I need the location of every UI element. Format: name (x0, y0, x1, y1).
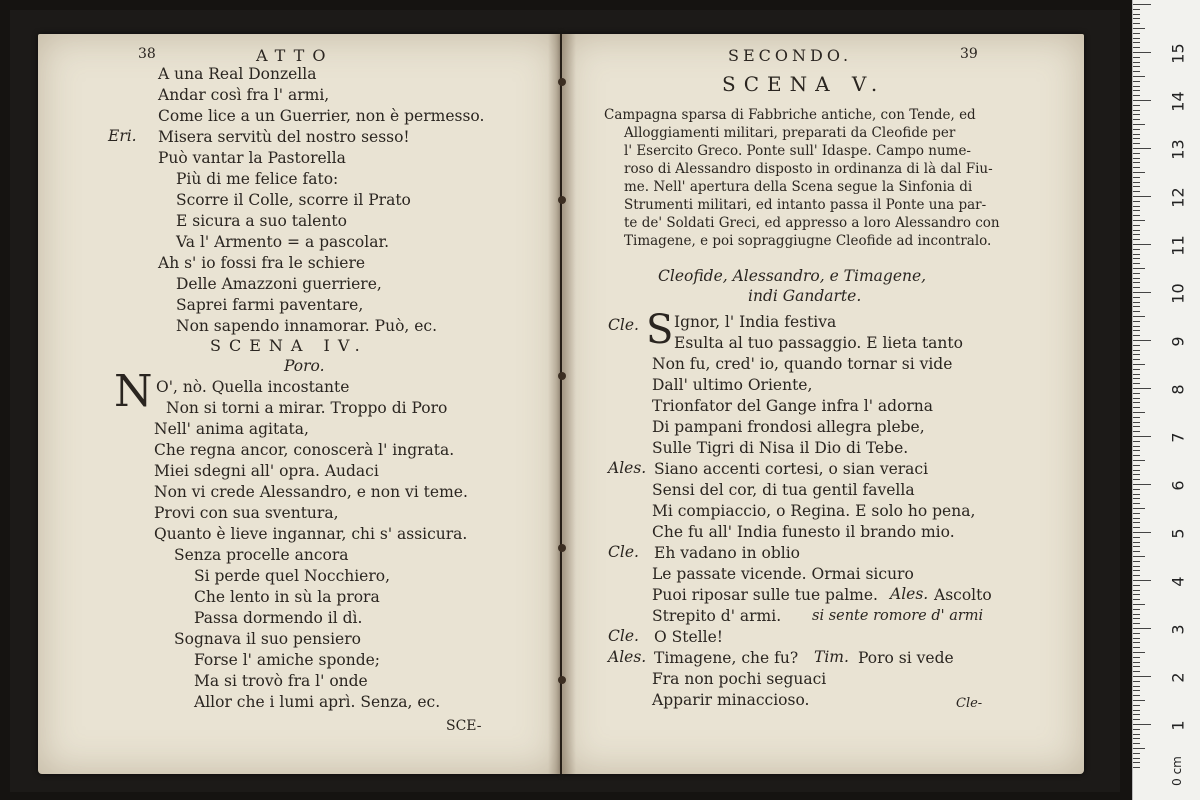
measuring-ruler (1132, 0, 1200, 800)
ruler-tick (1133, 662, 1140, 663)
verse-line: Esulta al tuo passaggio. E lieta tanto (674, 334, 963, 352)
ruler-tick (1133, 623, 1140, 624)
verse-line: Di pampani frondosi allegra plebe, (652, 418, 925, 436)
verse-line: Sulle Tigri di Nisa il Dio di Tebe. (652, 439, 909, 457)
verse-line: Quanto è lieve ingannar, chi s' assicura. (154, 525, 468, 543)
verse-line: Fra non pochi seguaci (652, 670, 827, 688)
left-page (38, 34, 560, 774)
ruler-tick (1133, 287, 1140, 288)
ruler-tick (1133, 14, 1140, 15)
ruler-tick (1133, 676, 1151, 677)
catchword: SCE- (446, 718, 482, 734)
ruler-tick (1133, 556, 1145, 557)
verse-line: Più di me felice fato: (176, 170, 339, 188)
ruler-label: 10 (1168, 283, 1188, 304)
ruler-tick (1133, 273, 1140, 274)
ruler-tick (1133, 153, 1140, 154)
verse-line: Sognava il suo pensiero (174, 630, 361, 648)
ruler-tick (1133, 762, 1140, 763)
ruler-tick (1133, 4, 1151, 5)
ruler-tick (1133, 143, 1140, 144)
ruler-tick (1133, 734, 1140, 735)
ruler-tick (1133, 28, 1145, 29)
verse-line: A una Real Donzella (158, 65, 317, 83)
verse-line: Non vi crede Alessandro, e non vi teme. (154, 483, 468, 501)
ruler-tick (1133, 210, 1140, 211)
ruler-tick (1133, 374, 1140, 375)
verse-line: Ah s' io fossi fra le schiere (158, 254, 366, 272)
verse-line: Saprei farmi paventare, (176, 296, 364, 314)
verse-line: Allor che i lumi aprì. Senza, ec. (194, 693, 441, 711)
ruler-tick (1133, 186, 1140, 187)
setting-line: l' Esercito Greco. Ponte sull' Idaspe. Campo nume- (624, 143, 971, 159)
ruler-tick (1133, 239, 1140, 240)
ruler-tick (1133, 268, 1145, 269)
ruler-tick (1133, 201, 1140, 202)
ruler-tick (1133, 647, 1140, 648)
verse-line: Delle Amazzoni guerriere, (176, 275, 382, 293)
ruler-tick (1133, 297, 1140, 298)
verse-line: Miei sdegni all' opra. Audaci (154, 462, 379, 480)
ruler-tick (1133, 47, 1140, 48)
ruler-tick (1133, 417, 1140, 418)
ruler-tick (1133, 753, 1140, 754)
ruler-tick (1133, 743, 1140, 744)
ruler-tick (1133, 105, 1140, 106)
speaker-label: Tim. (814, 648, 849, 666)
ruler-tick (1133, 690, 1140, 691)
ruler-tick (1133, 724, 1151, 725)
ruler-tick (1133, 748, 1145, 749)
ruler-tick (1133, 460, 1145, 461)
page-number: 39 (960, 46, 978, 62)
verse-line: Scorre il Colle, scorre il Prato (176, 191, 411, 209)
ruler-tick (1133, 551, 1140, 552)
verse-line: Che regna ancor, conoscerà l' ingrata. (154, 441, 455, 459)
ruler-tick (1133, 494, 1140, 495)
ruler-label: 5 (1168, 528, 1188, 539)
ruler-label: 1 (1168, 720, 1188, 731)
ruler-tick (1133, 81, 1140, 82)
ruler-tick (1133, 90, 1140, 91)
binding-stitch (558, 676, 566, 684)
ruler-tick (1133, 119, 1140, 120)
ruler-tick (1133, 465, 1140, 466)
ruler-tick (1133, 369, 1140, 370)
characters-line: indi Gandarte. (748, 287, 862, 305)
ruler-tick (1133, 244, 1151, 245)
ruler-tick (1133, 767, 1140, 768)
speaker-label: Eri. (108, 127, 137, 145)
ruler-tick (1133, 508, 1145, 509)
ruler-tick (1133, 335, 1140, 336)
ruler-tick (1133, 182, 1140, 183)
verse-line: Non si torni a mirar. Troppo di Poro (166, 399, 448, 417)
ruler-tick (1133, 124, 1145, 125)
ruler-tick (1133, 479, 1140, 480)
ruler-tick (1133, 518, 1140, 519)
verse-line: Strepito d' armi. (652, 607, 782, 625)
ruler-tick (1133, 388, 1151, 389)
ruler-tick (1133, 402, 1140, 403)
ruler-tick (1133, 633, 1140, 634)
characters-line: Cleofide, Alessandro, e Timagene, (658, 267, 927, 285)
ruler-tick (1133, 575, 1140, 576)
ruler-tick (1133, 129, 1140, 130)
scene-title: SCENA IV. (210, 336, 368, 355)
setting-line: Timagene, e poi sopraggiugne Cleofide ad incontralo. (624, 233, 992, 249)
ruler-tick (1133, 705, 1140, 706)
ruler-tick (1133, 230, 1140, 231)
ruler-tick (1133, 719, 1140, 720)
setting-line: Alloggiamenti militari, preparati da Cleofide per (624, 125, 956, 141)
verse-line: Forse l' amiche sponde; (194, 651, 381, 669)
ruler-tick (1133, 609, 1140, 610)
drop-cap: N (114, 366, 153, 417)
ruler-tick (1133, 484, 1151, 485)
ruler-tick (1133, 666, 1140, 667)
verse-line: Siano accenti cortesi, o sian veraci (654, 460, 929, 478)
speaker-label: Cle. (608, 316, 639, 334)
ruler-tick (1133, 513, 1140, 514)
running-head: ATTO (256, 46, 334, 65)
ruler-tick (1133, 714, 1140, 715)
verse-line: Timagene, che fu? (654, 649, 799, 667)
ruler-tick (1133, 172, 1145, 173)
ruler-label: 12 (1168, 187, 1188, 208)
ruler-tick (1133, 522, 1140, 523)
ruler-tick (1133, 393, 1140, 394)
ruler-tick (1133, 498, 1140, 499)
scene-title: SCENA V. (722, 72, 886, 96)
ruler-label: 4 (1168, 576, 1188, 587)
verse-fragment: Poro si vede (858, 649, 954, 667)
ruler-tick (1133, 249, 1140, 250)
ruler-tick (1133, 282, 1140, 283)
ruler-tick (1133, 710, 1140, 711)
ruler-tick (1133, 570, 1140, 571)
ruler-tick (1133, 258, 1140, 259)
ruler-tick (1133, 383, 1140, 384)
speaker-label: Ales. (608, 648, 647, 666)
ruler-tick (1133, 618, 1140, 619)
ruler-tick (1133, 33, 1140, 34)
ruler-tick (1133, 599, 1140, 600)
ruler-tick (1133, 671, 1140, 672)
ruler-tick (1133, 489, 1140, 490)
ruler-tick (1133, 191, 1140, 192)
verse-line: Passa dormendo il dì. (194, 609, 363, 627)
speaker-label: Cle. (608, 627, 639, 645)
verse-line: Trionfator del Gange infra l' adorna (652, 397, 934, 415)
ruler-tick (1133, 686, 1140, 687)
setting-line: me. Nell' apertura della Scena segue la Sinfonia di (624, 179, 973, 195)
right-page (562, 34, 1084, 774)
ruler-tick (1133, 681, 1140, 682)
ruler-tick (1133, 407, 1140, 408)
ruler-tick (1133, 311, 1140, 312)
running-head: SECONDO. (728, 46, 853, 65)
ruler-tick (1133, 503, 1140, 504)
ruler-label: 3 (1168, 624, 1188, 635)
ruler-tick (1133, 138, 1140, 139)
verse-line: Si perde quel Nocchiero, (194, 567, 391, 585)
ruler-tick (1133, 62, 1140, 63)
stage-direction: si sente romore d' armi (812, 608, 984, 624)
ruler-label: 7 (1168, 432, 1188, 443)
verse-line: Che fu all' India funesto il brando mio. (652, 523, 955, 541)
ruler-tick (1133, 42, 1140, 43)
page-number: 38 (138, 46, 156, 62)
ruler-tick (1133, 657, 1140, 658)
ruler-tick (1133, 537, 1140, 538)
ruler-tick (1133, 354, 1140, 355)
verse-line: Mi compiaccio, o Regina. E solo ho pena, (652, 502, 976, 520)
ruler-tick (1133, 278, 1140, 279)
ruler-tick (1133, 585, 1140, 586)
ruler-tick (1133, 177, 1140, 178)
ruler-tick (1133, 76, 1145, 77)
ruler-tick (1133, 95, 1140, 96)
verse-line: Ignor, l' India festiva (674, 313, 837, 331)
ruler-tick (1133, 350, 1140, 351)
ruler-tick (1133, 220, 1145, 221)
drop-cap: S (646, 307, 674, 353)
ruler-tick (1133, 542, 1140, 543)
verse-line: Come lice a un Guerrier, non è permesso. (158, 107, 485, 125)
ruler-tick (1133, 167, 1140, 168)
catchword: Cle- (956, 696, 983, 711)
verse-line: Non fu, cred' io, quando tornar si vide (652, 355, 953, 373)
ruler-tick (1133, 206, 1140, 207)
speaker-label: Ales. (608, 459, 647, 477)
ruler-label: 0 cm (1170, 756, 1184, 786)
ruler-tick (1133, 215, 1140, 216)
ruler-tick (1133, 566, 1140, 567)
ruler-tick (1133, 446, 1140, 447)
ruler-tick (1133, 638, 1140, 639)
ruler-tick (1133, 532, 1151, 533)
ruler-label: 2 (1168, 672, 1188, 683)
ruler-tick (1133, 66, 1140, 67)
ruler-tick (1133, 134, 1140, 135)
verse-line: Le passate vicende. Ormai sicuro (652, 565, 914, 583)
verse-line: Che lento in sù la prora (194, 588, 380, 606)
ruler-tick (1133, 628, 1151, 629)
ruler-tick (1133, 729, 1140, 730)
ruler-tick (1133, 321, 1140, 322)
ruler-tick (1133, 340, 1151, 341)
ruler-tick (1133, 422, 1140, 423)
ruler-tick (1133, 474, 1140, 475)
ruler-tick (1133, 292, 1151, 293)
verse-line: Può vantar la Pastorella (158, 149, 346, 167)
verse-line: O Stelle! (654, 628, 723, 646)
ruler-label: 13 (1168, 139, 1188, 160)
ruler-tick (1133, 326, 1140, 327)
ruler-tick (1133, 234, 1140, 235)
ruler-tick (1133, 254, 1140, 255)
verse-line: E sicura a suo talento (176, 212, 347, 230)
ruler-tick (1133, 330, 1140, 331)
ruler-tick (1133, 412, 1145, 413)
ruler-tick (1133, 345, 1140, 346)
ruler-tick (1133, 604, 1145, 605)
ruler-tick (1133, 52, 1151, 53)
ruler-tick (1133, 455, 1140, 456)
verse-line: Provi con sua sventura, (154, 504, 339, 522)
ruler-tick (1133, 590, 1140, 591)
ruler-tick (1133, 158, 1140, 159)
speaker-label: Cle. (608, 543, 639, 561)
ruler-label: 6 (1168, 480, 1188, 491)
ruler-tick (1133, 306, 1140, 307)
verse-line: Non sapendo innamorar. Può, ec. (176, 317, 438, 335)
verse-line: Senza procelle ancora (174, 546, 349, 564)
ruler-tick (1133, 561, 1140, 562)
ruler-tick (1133, 546, 1140, 547)
ruler-tick (1133, 364, 1145, 365)
ruler-tick (1133, 100, 1151, 101)
ruler-tick (1133, 652, 1145, 653)
verse-line: Puoi riposar sulle tue palme. (652, 586, 878, 604)
verse-line: Andar così fra l' armi, (158, 86, 330, 104)
ruler-tick (1133, 71, 1140, 72)
ruler-tick (1133, 398, 1140, 399)
ruler-tick (1133, 162, 1140, 163)
binding-stitch (558, 544, 566, 552)
ruler-tick (1133, 196, 1151, 197)
verse-line: Eh vadano in oblio (654, 544, 800, 562)
ruler-label: 11 (1168, 235, 1188, 256)
setting-line: te de' Soldati Greci, ed appresso a loro Alessandro con (624, 215, 1000, 231)
setting-line: roso di Alessandro disposto in ordinanza di là dal Fiu- (624, 161, 993, 177)
ruler-tick (1133, 527, 1140, 528)
ruler-tick (1133, 695, 1140, 696)
ruler-tick (1133, 642, 1140, 643)
ruler-tick (1133, 700, 1145, 701)
ruler-label: 9 (1168, 336, 1188, 347)
ruler-tick (1133, 431, 1140, 432)
verse-line: Sensi del cor, di tua gentil favella (652, 481, 915, 499)
ruler-tick (1133, 594, 1140, 595)
ruler-tick (1133, 436, 1151, 437)
ruler-tick (1133, 23, 1140, 24)
ruler-tick (1133, 38, 1140, 39)
ruler-tick (1133, 9, 1140, 10)
binding-stitch (558, 196, 566, 204)
ruler-label: 14 (1168, 91, 1188, 112)
binding-stitch (558, 78, 566, 86)
binding-stitch (558, 372, 566, 380)
ruler-tick (1133, 378, 1140, 379)
ruler-tick (1133, 738, 1140, 739)
ruler-tick (1133, 758, 1140, 759)
verse-line: Misera servitù del nostro sesso! (158, 128, 410, 146)
ruler-tick (1133, 114, 1140, 115)
verse-line: Va l' Armento = a pascolar. (176, 233, 390, 251)
ruler-tick (1133, 86, 1140, 87)
ruler-tick (1133, 614, 1140, 615)
ruler-tick (1133, 359, 1140, 360)
verse-line: Nell' anima agitata, (154, 420, 309, 438)
ruler-tick (1133, 580, 1151, 581)
verse-line: O', nò. Quella incostante (156, 378, 350, 396)
ruler-tick (1133, 470, 1140, 471)
setting-line: Strumenti militari, ed intanto passa il Ponte una par- (624, 197, 987, 213)
ruler-tick (1133, 426, 1140, 427)
scene-character: Poro. (284, 357, 325, 375)
ruler-tick (1133, 148, 1151, 149)
ruler-tick (1133, 450, 1140, 451)
ruler-label: 15 (1168, 43, 1188, 64)
setting-line: Campagna sparsa di Fabbriche antiche, con Tende, ed (604, 107, 976, 123)
ruler-tick (1133, 263, 1140, 264)
ruler-tick (1133, 110, 1140, 111)
ruler-tick (1133, 225, 1140, 226)
speaker-label: Ales. (890, 585, 929, 603)
verse-fragment: Ascolto (934, 586, 992, 604)
verse-line: Dall' ultimo Oriente, (652, 376, 813, 394)
verse-line: Ma si trovò fra l' onde (194, 672, 368, 690)
ruler-tick (1133, 441, 1140, 442)
verse-line: Apparir minaccioso. (652, 691, 810, 709)
ruler-tick (1133, 316, 1145, 317)
ruler-tick (1133, 18, 1140, 19)
ruler-label: 8 (1168, 384, 1188, 395)
ruler-tick (1133, 302, 1140, 303)
ruler-tick (1133, 57, 1140, 58)
